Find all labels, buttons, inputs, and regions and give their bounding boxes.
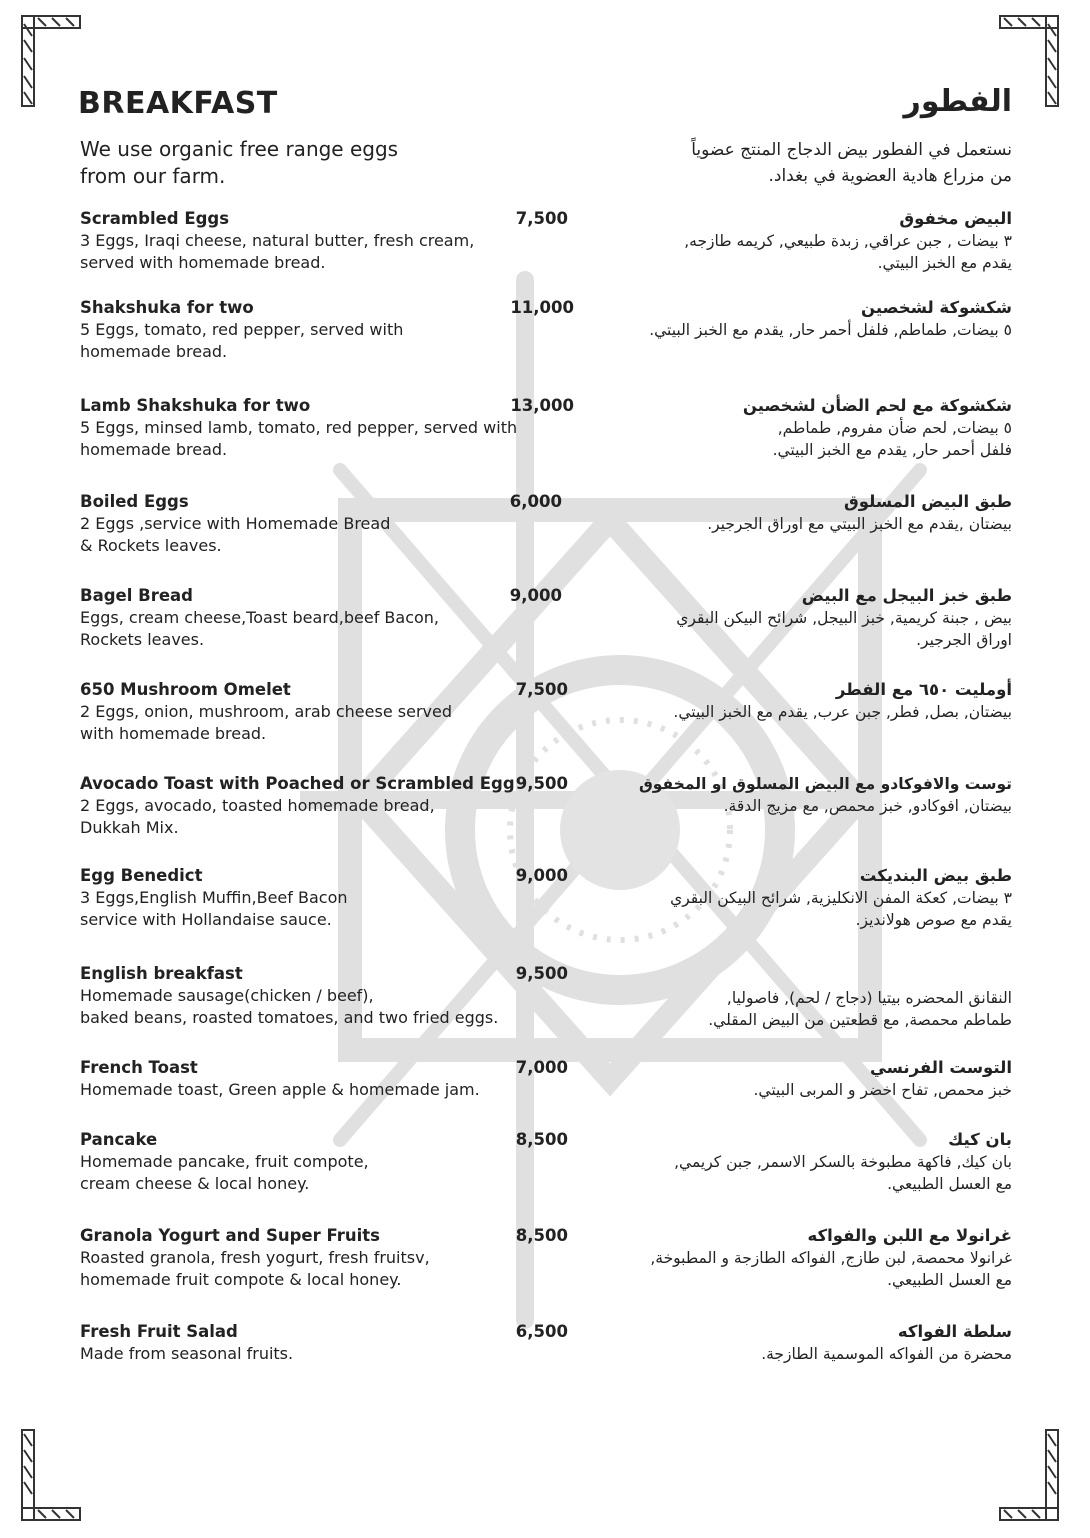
item-description: [80, 1343, 520, 1365]
menu-item: [0, 585, 1090, 665]
item-price: 13,000: [510, 396, 574, 415]
corner-ornament-bottom-right: [998, 1428, 1060, 1523]
item-description-line: baked beans, roasted tomatoes, and two fried eggs.: [80, 1008, 499, 1027]
item-description-line: service with Hollandaise sauce.: [80, 910, 332, 929]
item-description-arabic: [582, 1343, 1012, 1365]
item-price: 8,500: [515, 1226, 568, 1245]
item-description-line: Homemade pancake, fruit compote,: [80, 1152, 369, 1171]
item-description: [80, 319, 520, 363]
item-description: [80, 417, 520, 461]
menu-item: [0, 395, 1090, 475]
item-description-line: Homemade toast, Green apple & homemade jam.: [80, 1080, 480, 1099]
intro-line: from our farm.: [80, 164, 226, 188]
menu-item: [0, 208, 1090, 288]
item-description-line: 3 Eggs, Iraqi cheese, natural butter, fresh cream,: [80, 231, 475, 250]
item-description-line: homemade bread.: [80, 440, 228, 459]
item-description-arabic-line: اوراق الجرجير.: [916, 631, 1012, 649]
item-price: 6,500: [515, 1322, 568, 1341]
item-name-arabic: أومليت ٦٥٠ مع الفطر: [835, 680, 1012, 699]
item-description-arabic: [582, 513, 1012, 535]
item-description: [80, 513, 520, 557]
item-name: Avocado Toast with Poached or Scrambled Egg: [80, 774, 515, 793]
menu-item: [0, 1129, 1090, 1209]
item-description-arabic-line: بيضتان, بصل, فطر, جبن عرب, يقدم مع الخبز البيتي.: [673, 703, 1012, 721]
item-description-arabic: [582, 795, 1012, 817]
item-description: [80, 1247, 520, 1291]
item-price: 8,500: [515, 1130, 568, 1149]
item-name-arabic: شكشوكة مع لحم الضأن لشخصين: [742, 396, 1012, 415]
item-name-arabic: شكشوكة لشخصين: [860, 298, 1012, 317]
item-description: [80, 1151, 520, 1195]
item-description-arabic-line: بيضتان ,يقدم مع الخبز البيتي مع اوراق الجرجير.: [707, 515, 1012, 533]
item-description-arabic: [582, 1079, 1012, 1101]
item-description-line: with homemade bread.: [80, 724, 267, 743]
item-price: 9,500: [515, 964, 568, 983]
page-title-arabic: الفطور: [903, 84, 1012, 119]
item-description-line: Roasted granola, fresh yogurt, fresh fruitsv,: [80, 1248, 430, 1267]
item-description-line: Dukkah Mix.: [80, 818, 179, 837]
item-description-line: 2 Eggs, onion, mushroom, arab cheese served: [80, 702, 452, 721]
item-name-arabic: التوست الفرنسي: [869, 1058, 1012, 1077]
item-description-arabic: [582, 230, 1012, 274]
item-price: 9,500: [515, 774, 568, 793]
item-description-arabic-line: يقدم مع صوص هولانديز.: [855, 911, 1012, 929]
item-description: [80, 230, 520, 274]
item-name-arabic: البيض مخفوق: [899, 209, 1012, 228]
item-name-arabic: سلطة الفواكه: [897, 1322, 1012, 1341]
item-name: Boiled Eggs: [80, 492, 189, 511]
item-description-arabic-line: غرانولا محمصة, لبن طازج, الفواكه الطازجة و المطبوخة,: [650, 1249, 1012, 1267]
item-description-arabic-line: النقانق المحضره بيتيا (دجاج / لحم), فاصوليا,: [726, 989, 1012, 1007]
item-description: [80, 607, 520, 651]
intro-line-arabic: من مزراع هادية العضوية في بغداد.: [768, 166, 1012, 186]
item-description-line: & Rockets leaves.: [80, 536, 222, 555]
item-description-line: 3 Eggs,English Muffin,Beef Bacon: [80, 888, 348, 907]
intro-line: We use organic free range eggs: [80, 137, 399, 161]
corner-ornament-bottom-left: [20, 1428, 82, 1523]
item-description-arabic-line: بيضتان, افوكادو, خبز محمص, مع مزيج الدقة.: [723, 797, 1012, 815]
item-name: Lamb Shakshuka for two: [80, 396, 311, 415]
item-name: Bagel Bread: [80, 586, 193, 605]
item-description-arabic: [572, 319, 1012, 341]
item-price: 7,000: [515, 1058, 568, 1077]
intro-text: [80, 136, 440, 190]
item-name: Egg Benedict: [80, 866, 203, 885]
item-description: [80, 887, 520, 931]
item-description-arabic-line: فلفل أحمر حار, يقدم مع الخبز البيتي.: [772, 441, 1012, 459]
item-description: [80, 985, 520, 1029]
item-description-arabic: [582, 1151, 1012, 1195]
item-description-arabic-line: يقدم مع الخبز البيتي.: [877, 254, 1012, 272]
item-description-arabic-line: طماطم محمصة, مع قطعتين من البيض المقلي.: [708, 1011, 1012, 1029]
item-price: 7,500: [515, 209, 568, 228]
item-description-line: homemade bread.: [80, 342, 228, 361]
item-name-arabic: بان كيك: [948, 1130, 1012, 1149]
intro-text-arabic: [612, 137, 1012, 189]
item-description-arabic-line: مع العسل الطبيعي.: [887, 1175, 1012, 1193]
item-description-line: cream cheese & local honey.: [80, 1174, 310, 1193]
item-name-arabic: طبق خبز البيجل مع البيض: [801, 586, 1012, 605]
item-name: Granola Yogurt and Super Fruits: [80, 1226, 380, 1245]
item-description-arabic-line: ٣ بيضات , جبن عراقي, زبدة طبيعي, كريمه طازجه,: [684, 232, 1012, 250]
menu-item: [0, 1225, 1090, 1305]
item-name-arabic: توست والافوكادو مع البيض المسلوق او المخفوق: [638, 775, 1012, 793]
item-name: Fresh Fruit Salad: [80, 1322, 238, 1341]
item-description-line: served with homemade bread.: [80, 253, 326, 272]
item-description-arabic: [572, 1247, 1012, 1291]
item-description: [80, 795, 520, 839]
corner-ornament-top-left: [20, 14, 82, 109]
item-price: 9,000: [509, 586, 562, 605]
item-price: 9,000: [515, 866, 568, 885]
item-name: Shakshuka for two: [80, 298, 254, 317]
item-description-arabic: [582, 987, 1012, 1031]
item-name-arabic: غرانولا مع اللبن والفواكه: [807, 1226, 1012, 1245]
item-name: English breakfast: [80, 964, 243, 983]
item-price: 7,500: [515, 680, 568, 699]
item-description-arabic-line: مع العسل الطبيعي.: [887, 1271, 1012, 1289]
menu-item: [0, 679, 1090, 759]
item-description-arabic-line: ٥ بيضات, لحم ضأن مفروم, طماطم,: [777, 419, 1012, 437]
item-description-line: Homemade sausage(chicken / beef),: [80, 986, 374, 1005]
item-description-line: 2 Eggs ,service with Homemade Bread: [80, 514, 391, 533]
item-description-arabic: [582, 417, 1012, 461]
menu-item: [0, 963, 1090, 1043]
item-description-arabic: [582, 607, 1012, 651]
item-name: French Toast: [80, 1058, 198, 1077]
item-name-arabic: طبق البيض المسلوق: [843, 492, 1012, 511]
item-description-arabic-line: خبز محمص, تفاح اخضر و المربى البيتي.: [753, 1081, 1012, 1099]
item-description-arabic-line: بيض , جبنة كريمية, خبز البيجل, شرائح البيكن البقري: [676, 609, 1012, 627]
item-description-arabic-line: بان كيك, فاكهة مطبوخة بالسكر الاسمر, جبن كريمي,: [674, 1153, 1012, 1171]
item-price: 11,000: [510, 298, 574, 317]
item-description-arabic-line: محضرة من الفواكه الموسمية الطازجة.: [761, 1345, 1012, 1363]
menu-item: [0, 865, 1090, 945]
item-price: 6,000: [509, 492, 562, 511]
item-description: [80, 701, 520, 745]
item-description-line: 5 Eggs, tomato, red pepper, served with: [80, 320, 404, 339]
item-description-arabic-line: ٣ بيضات, كعكة المفن الانكليزية, شرائح البيكن البقري: [670, 889, 1012, 907]
item-description-arabic: [582, 701, 1012, 723]
menu-item: [0, 1057, 1090, 1137]
menu-item: [0, 773, 1090, 853]
item-description-arabic: [582, 887, 1012, 931]
item-description-line: Made from seasonal fruits.: [80, 1344, 294, 1363]
item-description-arabic-line: ٥ بيضات, طماطم, فلفل أحمر حار, يقدم مع الخبز البيتي.: [649, 321, 1012, 339]
item-description-line: Eggs, cream cheese,Toast beard,beef Bacon,: [80, 608, 440, 627]
item-name: Scrambled Eggs: [80, 209, 230, 228]
item-name: Pancake: [80, 1130, 158, 1149]
menu-item: [0, 297, 1090, 377]
item-description-line: Rockets leaves.: [80, 630, 205, 649]
item-description-line: 5 Eggs, minsed lamb, tomato, red pepper, served with: [80, 418, 518, 437]
intro-line-arabic: نستعمل في الفطور بيض الدجاج المنتج عضوياً: [691, 140, 1012, 160]
menu-item: [0, 491, 1090, 571]
menu-item: [0, 1321, 1090, 1401]
page-title: BREAKFAST: [78, 86, 278, 121]
item-name: 650 Mushroom Omelet: [80, 680, 291, 699]
item-description: [80, 1079, 520, 1101]
item-description-line: 2 Eggs, avocado, toasted homemade bread,: [80, 796, 435, 815]
item-name-arabic: طبق بيض البنديكت: [859, 866, 1012, 885]
item-description-line: homemade fruit compote & local honey.: [80, 1270, 402, 1289]
